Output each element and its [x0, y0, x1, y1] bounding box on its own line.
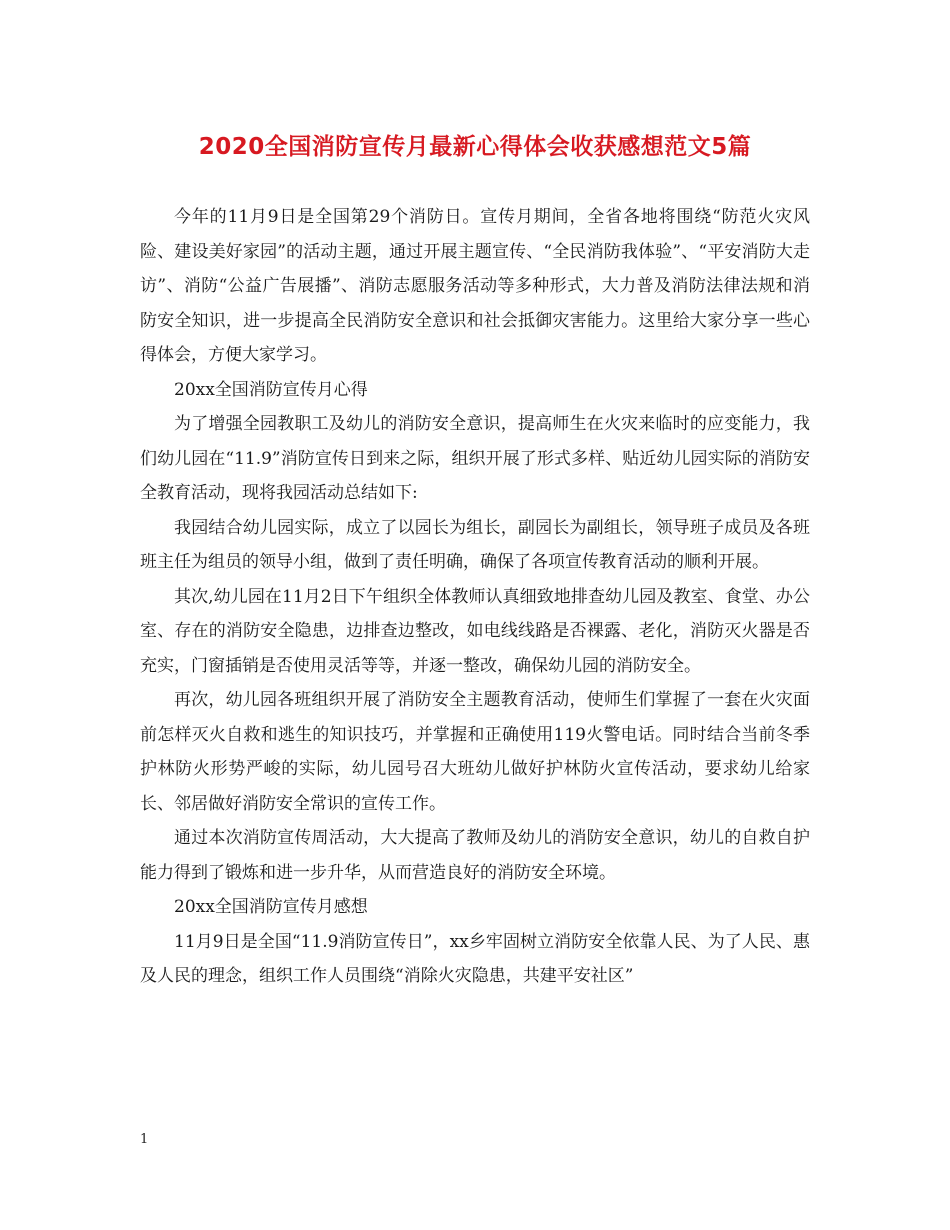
- paragraph-intro: 今年的11月9日是全国第29个消防日。宣传月期间，全省各地将围绕“防范火灾风险、建设美好家园”的活动主题，通过开展主题宣传、“全民消防我体验”、“平安消防大走访”、消防“公益广告展播”、消防志愿服务活动等多种形式，大力普及消防法律法规和消防安全知识，进一步提高全民消防安全意识和社会抵御灾害能力。这里给大家分享一些心得体会，方便大家学习。: [140, 207, 810, 365]
- document-title: 2020全国消防宣传月最新心得体会收获感想范文5篇: [198, 134, 752, 160]
- paragraph: 我园结合幼儿园实际，成立了以园长为组长，副园长为副组长，领导班子成员及各班班主任为组员的领导小组，做到了责任明确，确保了各项宣传教育活动的顺利开展。: [140, 517, 810, 572]
- section-heading-xinde: 20xx全国消防宣传月心得: [174, 379, 368, 400]
- paragraph: 为了增强全园教职工及幼儿的消防安全意识，提高师生在火灾来临时的应变能力，我们幼儿园在“11.9”消防宣传日到来之际，组织开展了形式多样、贴近幼儿园实际的消防安全教育活动，现将我园活动总结如下:: [140, 414, 810, 503]
- paragraph: 通过本次消防宣传周活动，大大提高了教师及幼儿的消防安全意识，幼儿的自救自护能力得到了锻炼和进一步升华，从而营造良好的消防安全环境。: [140, 828, 810, 883]
- paragraph: 其次,幼儿园在11月2日下午组织全体教师认真细致地排查幼儿园及教室、食堂、办公室、存在的消防安全隐患，边排查边整改，如电线线路是否裸露、老化，消防灭火器是否充实，门窗插销是否使用灵活等等，并逐一整改，确保幼儿园的消防安全。: [140, 586, 810, 676]
- document-body: [140, 200, 810, 994]
- section-heading-ganxiang: 20xx全国消防宣传月感想: [174, 897, 368, 917]
- page-number: 1: [140, 1132, 149, 1147]
- paragraph: 11月9日是全国“11.9消防宣传日”，xx乡牢固树立消防安全依靠人民、为了人民、惠及人民的理念，组织工作人员围绕“消除火灾隐患，共建平安社区”: [140, 931, 810, 986]
- paragraph: 再次，幼儿园各班组织开展了消防安全主题教育活动，使师生们掌握了一套在火灾面前怎样灭火自救和逃生的知识技巧，并掌握和正确使用119火警电话。同时结合当前冬季护林防火形势严峻的实际，幼儿园号召大班幼儿做好护林防火宣传活动，要求幼儿给家长、邻居做好消防安全常识的宣传工作。: [140, 690, 810, 814]
